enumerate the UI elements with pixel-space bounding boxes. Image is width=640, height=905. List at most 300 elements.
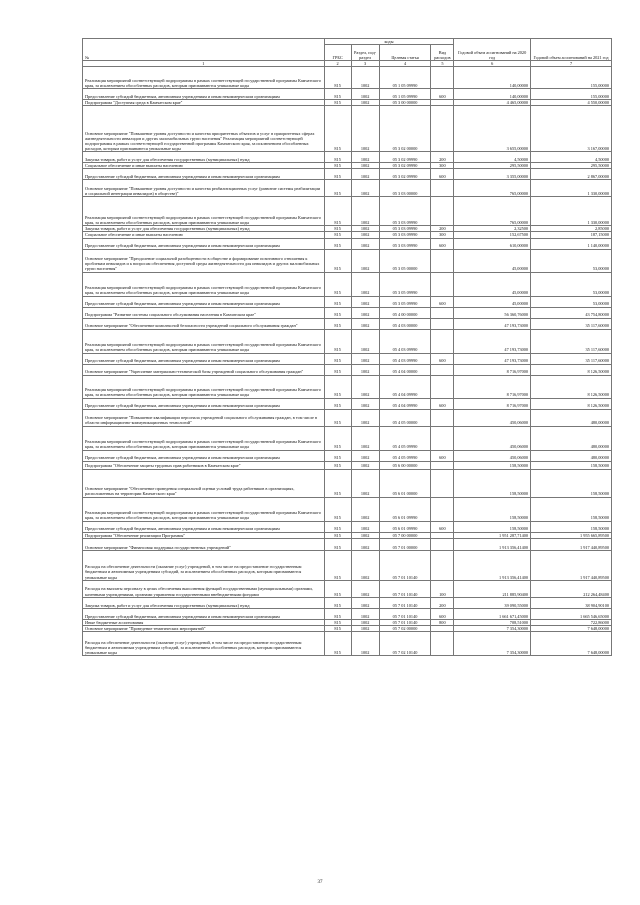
row-expense-type-cell	[431, 364, 454, 375]
row-razdel-cell: 1002	[351, 232, 379, 238]
table-row	[83, 608, 612, 619]
table-row	[83, 180, 612, 197]
row-razdel-cell: 1002	[351, 398, 379, 409]
row-amount-2021-cell: 1 140,00000	[531, 238, 612, 249]
row-amount-2021-cell: 53,00000	[531, 249, 612, 272]
row-amount-2021-cell: 1 955 665,89500	[531, 532, 612, 538]
row-razdel-cell: 1002	[351, 521, 379, 532]
row-amount-2021-cell: 4,50000	[531, 152, 612, 163]
table-row	[83, 538, 612, 550]
row-expense-type-cell	[431, 409, 454, 426]
row-description-cell: Предоставление субсидий бюджетным, автономным учреждениям и иным некоммерческим организациям	[83, 450, 325, 461]
row-target-article-cell: 05 6 01 00000	[379, 469, 431, 497]
row-expense-type-cell: 200	[431, 226, 454, 232]
row-amount-2020-cell: 1 913 356,41400	[454, 550, 531, 580]
row-description-cell: Основное мероприятие "Финансовая поддержка государственных учреждений"	[83, 538, 325, 550]
row-amount-2021-cell: 480,00000	[531, 450, 612, 461]
row-expense-type-cell	[431, 249, 454, 272]
row-target-article-cell: 05 4 03 09990	[379, 353, 431, 364]
row-target-article-cell: 05 3 03 09990	[379, 197, 431, 226]
row-description-cell: Основное мероприятие "Укрепление материально-технической базы учреждений социального обслуживания граждан"	[83, 364, 325, 375]
row-grbs-cell: 815	[324, 608, 351, 619]
row-amount-2021-cell: 158,50000	[531, 469, 612, 497]
row-amount-2020-cell: 450,06000	[454, 450, 531, 461]
row-razdel-cell: 1002	[351, 631, 379, 655]
row-grbs-cell: 815	[324, 318, 351, 329]
row-target-article-cell: 05 3 05 09990	[379, 272, 431, 296]
row-razdel-cell: 1002	[351, 538, 379, 550]
row-amount-2020-cell: 158,50000	[454, 469, 531, 497]
row-amount-2021-cell: 158,50000	[531, 497, 612, 521]
row-target-article-cell: 05 3 05 00000	[379, 249, 431, 272]
row-expense-type-cell	[431, 497, 454, 521]
row-target-article-cell: 05 4 05 09990	[379, 426, 431, 450]
row-amount-2021-cell: 158,50000	[531, 521, 612, 532]
table-row	[83, 89, 612, 100]
row-amount-2021-cell: 1 330,00000	[531, 197, 612, 226]
row-razdel-cell: 1002	[351, 100, 379, 106]
row-target-article-cell: 05 4 00 00000	[379, 307, 431, 318]
budget-table-sheet	[82, 38, 612, 656]
row-razdel-cell: 1002	[351, 67, 379, 89]
row-amount-2021-cell: 480,00000	[531, 409, 612, 426]
row-description-cell: Закупка товаров, работ и услуг для обеспечения государственных (муниципальных) нужд	[83, 226, 325, 232]
row-target-article-cell: 05 7 02 00000	[379, 625, 431, 631]
index-cell: 2	[324, 61, 351, 67]
table-row	[83, 398, 612, 409]
row-grbs-cell: 815	[324, 238, 351, 249]
row-amount-2020-cell: 610,00000	[454, 238, 531, 249]
row-expense-type-cell	[431, 67, 454, 89]
row-target-article-cell: 05 4 04 00000	[379, 364, 431, 375]
row-razdel-cell: 1002	[351, 197, 379, 226]
row-amount-2020-cell: 708,51000	[454, 619, 531, 625]
table-row	[83, 106, 612, 152]
table-row	[83, 169, 612, 180]
row-target-article-cell: 05 7 01 10140	[379, 619, 431, 625]
row-target-article-cell: 05 7 01 10140	[379, 608, 431, 619]
row-expense-type-cell: 200	[431, 597, 454, 608]
row-expense-type-cell	[431, 106, 454, 152]
row-description-cell: Социальное обеспечение и иные выплаты населению	[83, 232, 325, 238]
header-year-2021: Годовой объем ассигнований на 2021 год	[531, 39, 612, 61]
row-amount-2020-cell: 158,50000	[454, 461, 531, 469]
row-amount-2020-cell: 211 885,90400	[454, 580, 531, 597]
row-expense-type-cell: 600	[431, 608, 454, 619]
row-razdel-cell: 1002	[351, 625, 379, 631]
row-amount-2021-cell: 8 126,50000	[531, 364, 612, 375]
budget-table	[82, 38, 612, 656]
row-grbs-cell: 815	[324, 631, 351, 655]
row-description-cell: Реализация мероприятий соответствующей подпрограммы в рамках соответствующей государственной программы Камчатского края, за исключением обособленных расходов, которым присваиваются уникальные коды	[83, 197, 325, 226]
row-amount-2021-cell: 2 867,00000	[531, 169, 612, 180]
row-amount-2020-cell: 3 355,00000	[454, 169, 531, 180]
index-cell: 7	[531, 61, 612, 67]
row-amount-2021-cell: 212 264,48400	[531, 580, 612, 597]
row-expense-type-cell	[431, 318, 454, 329]
index-cell: 1	[83, 61, 325, 67]
row-expense-type-cell	[431, 461, 454, 469]
row-grbs-cell: 815	[324, 169, 351, 180]
row-target-article-cell: 05 1 05 09990	[379, 67, 431, 89]
row-amount-2020-cell: 140,00000	[454, 89, 531, 100]
row-grbs-cell: 815	[324, 426, 351, 450]
row-grbs-cell: 815	[324, 163, 351, 169]
row-expense-type-cell: 600	[431, 521, 454, 532]
row-amount-2020-cell: 56 360,76000	[454, 307, 531, 318]
row-razdel-cell: 1002	[351, 226, 379, 232]
table-row	[83, 249, 612, 272]
row-amount-2021-cell: 1 330,00000	[531, 180, 612, 197]
row-amount-2021-cell: 43 754,80000	[531, 307, 612, 318]
row-description-cell: Предоставление субсидий бюджетным, автономным учреждениям и иным некоммерческим организациям	[83, 89, 325, 100]
row-description-cell: Подпрограмма "Доступная среда в Камчатском крае"	[83, 100, 325, 106]
row-grbs-cell: 815	[324, 619, 351, 625]
row-amount-2021-cell: 1 665 546,65000	[531, 608, 612, 619]
table-row	[83, 631, 612, 655]
row-description-cell: Основное мероприятие "Обеспечение проведения специальной оценки условий труда работников в организациях, расположенных на территории Камчатского края"	[83, 469, 325, 497]
row-razdel-cell: 1002	[351, 608, 379, 619]
row-amount-2021-cell: 3 167,00000	[531, 106, 612, 152]
row-expense-type-cell: 300	[431, 232, 454, 238]
row-amount-2021-cell: 53,00000	[531, 272, 612, 296]
row-razdel-cell: 1002	[351, 238, 379, 249]
row-target-article-cell: 05 3 02 00000	[379, 106, 431, 152]
row-target-article-cell: 05 7 01 10140	[379, 597, 431, 608]
row-description-cell: Реализация мероприятий соответствующей подпрограммы в рамках соответствующей государственной программы Камчатского края, за исключением обособленных расходов, которым присваиваются уникальные коды	[83, 375, 325, 398]
row-amount-2020-cell: 4 465,00000	[454, 100, 531, 106]
index-cell: 6	[454, 61, 531, 67]
row-amount-2020-cell: 295,50000	[454, 163, 531, 169]
row-target-article-cell: 05 7 02 10140	[379, 631, 431, 655]
table-row	[83, 409, 612, 426]
row-amount-2020-cell: 765,00000	[454, 197, 531, 226]
row-target-article-cell: 05 3 02 09990	[379, 163, 431, 169]
row-amount-2020-cell: 7 354,30000	[454, 625, 531, 631]
row-expense-type-cell	[431, 197, 454, 226]
row-grbs-cell: 815	[324, 329, 351, 353]
row-amount-2021-cell: 53,00000	[531, 296, 612, 307]
row-expense-type-cell: 600	[431, 238, 454, 249]
row-grbs-cell: 815	[324, 450, 351, 461]
header-number-sign: №	[83, 39, 325, 61]
row-expense-type-cell: 800	[431, 619, 454, 625]
row-expense-type-cell: 300	[431, 163, 454, 169]
row-amount-2020-cell: 45,00000	[454, 249, 531, 272]
row-amount-2020-cell: 765,00000	[454, 180, 531, 197]
row-target-article-cell: 05 3 02 09990	[379, 152, 431, 163]
row-razdel-cell: 1002	[351, 469, 379, 497]
row-grbs-cell: 815	[324, 409, 351, 426]
row-razdel-cell: 1002	[351, 169, 379, 180]
table-row	[83, 353, 612, 364]
row-description-cell: Подпрограмма "Обеспечение защиты трудовых прав работников в Камчатском крае"	[83, 461, 325, 469]
row-expense-type-cell	[431, 180, 454, 197]
table-row	[83, 597, 612, 608]
row-razdel-cell: 1002	[351, 532, 379, 538]
row-description-cell: Расходы на обеспечение деятельности (оказание услуг) учреждений, в том числе на предоставление государственным бюджетным и автономным учреждениям субсидий, за исключением обособленных расходов, которым присваиваются уникальные коды	[83, 550, 325, 580]
row-description-cell: Подпрограмма "Обеспечение реализации Программы"	[83, 532, 325, 538]
table-row	[83, 497, 612, 521]
row-amount-2021-cell: 7 648,00000	[531, 625, 612, 631]
row-amount-2020-cell: 450,06000	[454, 409, 531, 426]
row-grbs-cell: 815	[324, 100, 351, 106]
row-razdel-cell: 1002	[351, 106, 379, 152]
table-row	[83, 318, 612, 329]
row-amount-2021-cell: 4 550,00000	[531, 100, 612, 106]
row-target-article-cell: 05 3 03 00000	[379, 180, 431, 197]
row-razdel-cell: 1002	[351, 409, 379, 426]
row-expense-type-cell: 600	[431, 353, 454, 364]
page-number: 37	[317, 880, 323, 885]
row-grbs-cell: 815	[324, 226, 351, 232]
row-expense-type-cell: 100	[431, 580, 454, 597]
row-razdel-cell: 1002	[351, 619, 379, 625]
row-razdel-cell: 1002	[351, 249, 379, 272]
row-amount-2020-cell: 4,50000	[454, 152, 531, 163]
row-expense-type-cell	[431, 538, 454, 550]
row-description-cell: Закупка товаров, работ и услуг для обеспечения государственных (муниципальных) нужд	[83, 597, 325, 608]
row-amount-2021-cell: 187,15000	[531, 232, 612, 238]
row-target-article-cell: 05 4 04 09990	[379, 375, 431, 398]
row-grbs-cell: 815	[324, 461, 351, 469]
table-row	[83, 469, 612, 497]
row-target-article-cell: 05 3 00 00000	[379, 100, 431, 106]
row-amount-2021-cell: 8 126,50000	[531, 398, 612, 409]
row-amount-2020-cell: 47 193,73000	[454, 318, 531, 329]
row-expense-type-cell: 600	[431, 89, 454, 100]
row-description-cell: Реализация мероприятий соответствующей подпрограммы в рамках соответствующей государственной программы Камчатского края, за исключением обособленных расходов, которым присваиваются уникальные коды	[83, 67, 325, 89]
row-target-article-cell: 05 6 01 09990	[379, 521, 431, 532]
row-amount-2021-cell: 35 117,60000	[531, 318, 612, 329]
row-razdel-cell: 1002	[351, 307, 379, 318]
row-grbs-cell: 815	[324, 521, 351, 532]
row-amount-2020-cell: 45,00000	[454, 272, 531, 296]
table-row	[83, 238, 612, 249]
row-description-cell: Основное мероприятие "Преодоление социальной разобщенности в обществе и формирование позитивного отношения к проблемам инвалидов и к вопросам обеспечения доступной среды жизнедеятельности для инвалидов и других маломобильных групп населения"	[83, 249, 325, 272]
index-cell: 3	[351, 61, 379, 67]
row-description-cell: Основное мероприятие "Повышение уровня доступности и качества реабилитационных услуг (развитие системы реабилитации и социальной интеграции инвалидов) в обществе)"	[83, 180, 325, 197]
row-description-cell: Предоставление субсидий бюджетным, автономным учреждениям и иным некоммерческим организациям	[83, 608, 325, 619]
row-grbs-cell: 815	[324, 538, 351, 550]
row-expense-type-cell: 200	[431, 152, 454, 163]
row-grbs-cell: 815	[324, 232, 351, 238]
header-codes-group: коды	[324, 39, 454, 45]
row-expense-type-cell	[431, 469, 454, 497]
row-grbs-cell: 815	[324, 180, 351, 197]
row-expense-type-cell	[431, 426, 454, 450]
row-amount-2020-cell: 1 661 671,45000	[454, 608, 531, 619]
row-expense-type-cell: 600	[431, 398, 454, 409]
row-razdel-cell: 1002	[351, 597, 379, 608]
row-amount-2020-cell: 158,50000	[454, 521, 531, 532]
table-row	[83, 272, 612, 296]
index-cell: 5	[431, 61, 454, 67]
row-grbs-cell: 815	[324, 106, 351, 152]
row-grbs-cell: 815	[324, 152, 351, 163]
row-amount-2020-cell: 1 913 356,41400	[454, 538, 531, 550]
table-row	[83, 426, 612, 450]
row-amount-2020-cell: 47 193,73000	[454, 329, 531, 353]
row-description-cell: Основное мероприятие "Повышение квалификации персонала учреждений социального обслуживания граждан, в том числе в области информационно-коммуникационных технологий"	[83, 409, 325, 426]
row-amount-2020-cell: 47 193,73000	[454, 353, 531, 364]
row-amount-2020-cell: 140,00000	[454, 67, 531, 89]
row-expense-type-cell	[431, 631, 454, 655]
row-razdel-cell: 1002	[351, 426, 379, 450]
row-grbs-cell: 815	[324, 272, 351, 296]
row-grbs-cell: 815	[324, 307, 351, 318]
row-grbs-cell: 815	[324, 364, 351, 375]
table-row	[83, 461, 612, 469]
row-amount-2021-cell: 480,00000	[531, 426, 612, 450]
row-razdel-cell: 1002	[351, 353, 379, 364]
table-row	[83, 550, 612, 580]
row-razdel-cell: 1002	[351, 375, 379, 398]
row-description-cell: Предоставление субсидий бюджетным, автономным учреждениям и иным некоммерческим организациям	[83, 398, 325, 409]
row-description-cell: Предоставление субсидий бюджетным, автономным учреждениям и иным некоммерческим организациям	[83, 238, 325, 249]
row-description-cell: Основное мероприятие "Обеспечение комплексной безопасности учреждений социального обслуживания граждан"	[83, 318, 325, 329]
row-amount-2021-cell: 35 117,60000	[531, 329, 612, 353]
row-grbs-cell: 815	[324, 89, 351, 100]
header-target: Целевая статья	[379, 45, 431, 61]
row-description-cell: Реализация мероприятий соответствующей подпрограммы в рамках соответствующей государственной программы Камчатского края, за исключением обособленных расходов, которым присваиваются уникальные коды	[83, 426, 325, 450]
header-year-2020: Годовой объем ассигнований на 2020 год	[454, 39, 531, 61]
table-row	[83, 296, 612, 307]
index-cell: 4	[379, 61, 431, 67]
row-razdel-cell: 1002	[351, 272, 379, 296]
row-razdel-cell: 1002	[351, 318, 379, 329]
row-grbs-cell: 815	[324, 497, 351, 521]
row-amount-2021-cell: 2,85000	[531, 226, 612, 232]
row-grbs-cell: 815	[324, 469, 351, 497]
table-row	[83, 580, 612, 597]
row-grbs-cell: 815	[324, 375, 351, 398]
table-row	[83, 450, 612, 461]
row-amount-2020-cell: 8 716,97000	[454, 364, 531, 375]
row-amount-2020-cell: 450,06000	[454, 426, 531, 450]
row-expense-type-cell: 600	[431, 450, 454, 461]
row-grbs-cell: 815	[324, 249, 351, 272]
row-target-article-cell: 05 3 03 09990	[379, 226, 431, 232]
row-target-article-cell: 05 6 01 09990	[379, 497, 431, 521]
row-grbs-cell: 815	[324, 625, 351, 631]
row-description-cell: Предоставление субсидий бюджетным, автономным учреждениям и иным некоммерческим организациям	[83, 169, 325, 180]
row-grbs-cell: 815	[324, 532, 351, 538]
row-description-cell: Расходы на обеспечение деятельности (оказание услуг) учреждений, в том числе на предоставление государственным бюджетным и автономным учреждениям субсидий, за исключением обособленных расходов, которым присваиваются уникальные коды	[83, 631, 325, 655]
row-grbs-cell: 815	[324, 580, 351, 597]
row-razdel-cell: 1002	[351, 497, 379, 521]
row-description-cell: Основное мероприятие "Проведение тематических мероприятий"	[83, 625, 325, 631]
row-grbs-cell: 815	[324, 398, 351, 409]
table-row	[83, 152, 612, 163]
row-target-article-cell: 05 4 03 09990	[379, 329, 431, 353]
table-body	[83, 61, 612, 656]
row-target-article-cell: 05 7 00 00000	[379, 532, 431, 538]
row-grbs-cell: 815	[324, 197, 351, 226]
row-expense-type-cell	[431, 329, 454, 353]
row-amount-2020-cell: 8 716,97000	[454, 398, 531, 409]
row-razdel-cell: 1002	[351, 296, 379, 307]
row-grbs-cell: 815	[324, 296, 351, 307]
table-header	[83, 39, 612, 61]
row-description-cell: Предоставление субсидий бюджетным, автономным учреждениям и иным некоммерческим организациям	[83, 296, 325, 307]
header-razdel: Раздел, под-раздел	[351, 45, 379, 61]
row-expense-type-cell: 600	[431, 169, 454, 180]
row-amount-2021-cell: 35 117,60000	[531, 353, 612, 364]
row-razdel-cell: 1002	[351, 580, 379, 597]
row-grbs-cell: 815	[324, 597, 351, 608]
row-razdel-cell: 1002	[351, 89, 379, 100]
row-target-article-cell: 05 7 01 10140	[379, 550, 431, 580]
row-amount-2021-cell: 295,50000	[531, 163, 612, 169]
table-row	[83, 197, 612, 226]
row-expense-type-cell	[431, 307, 454, 318]
row-amount-2020-cell: 3 655,00000	[454, 106, 531, 152]
row-expense-type-cell	[431, 550, 454, 580]
row-amount-2021-cell: 158,50000	[531, 461, 612, 469]
row-target-article-cell: 05 4 05 00000	[379, 409, 431, 426]
row-amount-2021-cell: 155,00000	[531, 67, 612, 89]
row-grbs-cell: 815	[324, 353, 351, 364]
table-row	[83, 307, 612, 318]
row-description-cell: Иные бюджетные ассигнования	[83, 619, 325, 625]
table-row	[83, 375, 612, 398]
row-razdel-cell: 1002	[351, 461, 379, 469]
row-description-cell: Основное мероприятие "Повышение уровня доступности и качества приоритетных объектов и услуг в приоритетных сферах жизнедеятельности инвалидов и других маломобильных групп населения" Реализация мероприятий соответствующей подпрограммы в рамках соответствующей государственной программы Камчатского края, за исключением обособленных расходов, которым присваиваются уникальные коды	[83, 106, 325, 152]
row-amount-2021-cell: 8 126,50000	[531, 375, 612, 398]
table-row	[83, 67, 612, 89]
table-row	[83, 364, 612, 375]
row-target-article-cell: 05 4 03 00000	[379, 318, 431, 329]
row-description-cell: Реализация мероприятий соответствующей подпрограммы в рамках соответствующей государственной программы Камчатского края, за исключением обособленных расходов, которым присваиваются уникальные коды	[83, 272, 325, 296]
row-expense-type-cell	[431, 272, 454, 296]
row-description-cell: Подпрограмма "Развитие системы социального обслуживания населения в Камчатском крае"	[83, 307, 325, 318]
row-razdel-cell: 1002	[351, 163, 379, 169]
row-amount-2020-cell: 158,50000	[454, 497, 531, 521]
row-amount-2020-cell: 7 354,30000	[454, 631, 531, 655]
header-vid: Вид расходов	[431, 45, 454, 61]
row-amount-2021-cell: 1 917 440,89500	[531, 538, 612, 550]
row-amount-2021-cell: 1 917 440,89500	[531, 550, 612, 580]
row-razdel-cell: 1002	[351, 152, 379, 163]
row-amount-2021-cell: 155,00000	[531, 89, 612, 100]
row-description-cell: Расходы на выплаты персоналу в целях обеспечения выполнения функций государственными (муниципальными) органами, казенными учреждениями, органами управления государственными внебюджетными фондами	[83, 580, 325, 597]
row-target-article-cell: 05 4 04 09990	[379, 398, 431, 409]
row-razdel-cell: 1002	[351, 180, 379, 197]
row-amount-2021-cell: 38 904,90100	[531, 597, 612, 608]
table-row	[83, 329, 612, 353]
row-expense-type-cell: 600	[431, 296, 454, 307]
row-description-cell: Предоставление субсидий бюджетным, автономным учреждениям и иным некоммерческим организациям	[83, 521, 325, 532]
header-grbs: ГРБС	[324, 45, 351, 61]
row-expense-type-cell	[431, 375, 454, 398]
row-target-article-cell: 05 6 00 00000	[379, 461, 431, 469]
row-amount-2020-cell: 45,00000	[454, 296, 531, 307]
row-amount-2020-cell: 8 716,97000	[454, 375, 531, 398]
row-amount-2020-cell: 2,32500	[454, 226, 531, 232]
row-target-article-cell: 05 7 01 00000	[379, 538, 431, 550]
row-grbs-cell: 815	[324, 67, 351, 89]
row-target-article-cell: 05 3 03 09990	[379, 238, 431, 249]
row-amount-2021-cell: 722,86000	[531, 619, 612, 625]
row-grbs-cell: 815	[324, 550, 351, 580]
row-description-cell: Реализация мероприятий соответствующей подпрограммы в рамках соответствующей государственной программы Камчатского края, за исключением обособленных расходов, которым присваиваются уникальные коды	[83, 329, 325, 353]
table-row	[83, 521, 612, 532]
row-target-article-cell: 05 3 03 09990	[379, 232, 431, 238]
row-amount-2021-cell: 7 648,00000	[531, 631, 612, 655]
row-amount-2020-cell: 1 951 287,71400	[454, 532, 531, 538]
row-razdel-cell: 1002	[351, 550, 379, 580]
